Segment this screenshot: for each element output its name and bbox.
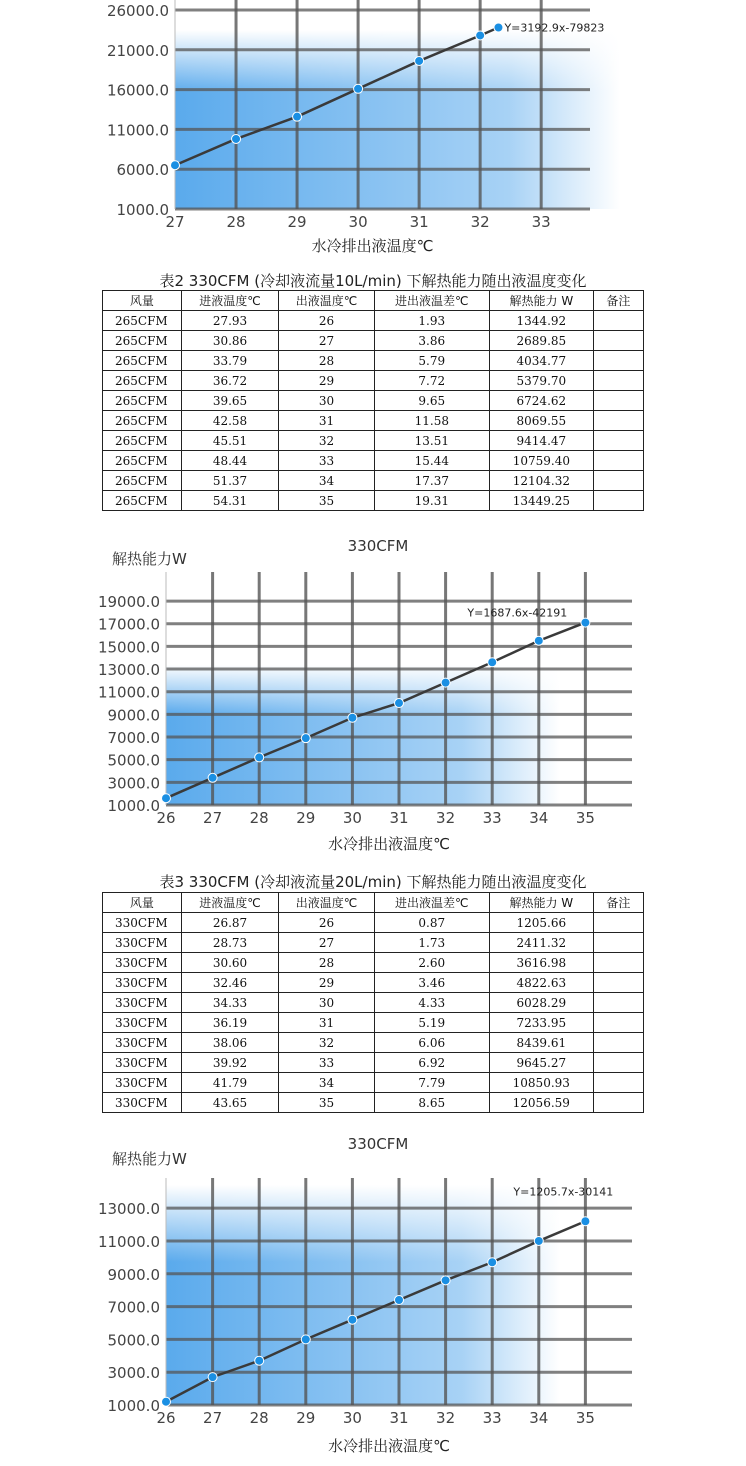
y-tick-label: 26000.0 [106, 2, 169, 20]
table-row [103, 1033, 644, 1053]
table-cell: 265CFM [103, 471, 182, 491]
table-cell: 35 [279, 491, 374, 511]
x-tick-label: 31 [389, 1409, 409, 1427]
table-cell: 9645.27 [489, 1053, 593, 1073]
x-tick-label: 32 [436, 809, 456, 827]
table-cell: 12056.59 [489, 1093, 593, 1113]
table-row [103, 331, 644, 351]
table-cell: 48.44 [181, 451, 279, 471]
table-cell: 6724.62 [489, 391, 593, 411]
y-tick-label: 11000.0 [106, 121, 169, 140]
table-cell: 29 [279, 371, 374, 391]
table-cell: 32 [279, 431, 374, 451]
table-cell: 5.19 [374, 1013, 489, 1033]
table-cell: 7.72 [374, 371, 489, 391]
data-point [208, 1373, 217, 1382]
y-tick-label: 5000.0 [107, 1331, 160, 1350]
table-cell: 34 [279, 1073, 374, 1093]
y-tick-label: 7000.0 [107, 1298, 160, 1317]
table-cell: 4.33 [374, 993, 489, 1013]
table-cell: 31 [279, 1013, 374, 1033]
column-header: 进出液温差℃ [374, 291, 489, 311]
table-cell: 11.58 [374, 411, 489, 431]
table-cell: 8439.61 [489, 1033, 593, 1053]
table-cell: 3.86 [374, 331, 489, 351]
data-point [162, 1397, 171, 1406]
y-tick-label: 11000.0 [97, 1232, 160, 1251]
data-point [534, 636, 543, 645]
data-point [395, 699, 404, 708]
table-cell: 0.87 [374, 913, 489, 933]
table-cell: 32 [279, 1033, 374, 1053]
table-row [103, 953, 644, 973]
data-point [354, 84, 363, 93]
table-cell [593, 933, 643, 953]
y-tick-label: 1000.0 [116, 201, 169, 219]
table-cell: 39.65 [181, 391, 279, 411]
table-cell: 6028.29 [489, 993, 593, 1013]
table-cell: 33 [279, 1053, 374, 1073]
table-cell: 9.65 [374, 391, 489, 411]
table-cell: 51.37 [181, 471, 279, 491]
table-cell: 32.46 [181, 973, 279, 993]
table-header-row [103, 893, 644, 913]
table-cell [593, 491, 643, 511]
data-point [395, 1296, 404, 1305]
data-point [162, 794, 171, 803]
table-cell: 17.37 [374, 471, 489, 491]
x-tick-label: 35 [575, 1409, 595, 1427]
y-tick-label: 5000.0 [107, 751, 160, 770]
trendline-equation: Y=3192.9x-79823 [504, 21, 605, 35]
table-cell: 34 [279, 471, 374, 491]
table-cell: 265CFM [103, 491, 182, 511]
table-cell [593, 1013, 643, 1033]
x-tick-label: 28 [226, 213, 246, 231]
table-cell: 265CFM [103, 331, 182, 351]
x-tick-label: 27 [203, 809, 223, 827]
table3 [102, 892, 644, 1113]
y-tick-label: 13000.0 [97, 1200, 160, 1219]
table-cell: 10759.40 [489, 451, 593, 471]
table-cell [593, 351, 643, 371]
y-tick-label: 17000.0 [97, 615, 160, 634]
table-cell: 27 [279, 331, 374, 351]
table-row [103, 973, 644, 993]
table-cell [593, 993, 643, 1013]
table-cell: 19.31 [374, 491, 489, 511]
table-cell: 265CFM [103, 311, 182, 331]
plot-fill-fade [175, 30, 620, 209]
table-cell: 1205.66 [489, 913, 593, 933]
table-cell [593, 391, 643, 411]
data-point [415, 56, 424, 65]
table-cell [593, 913, 643, 933]
table-cell: 330CFM [103, 1013, 182, 1033]
table-cell: 3.46 [374, 973, 489, 993]
chart-middle [0, 530, 746, 860]
table-cell: 26.87 [181, 913, 279, 933]
table-cell [593, 953, 643, 973]
x-tick-label: 27 [165, 213, 185, 231]
table-cell: 30 [279, 993, 374, 1013]
data-point [293, 112, 302, 121]
column-header: 风量 [103, 893, 182, 913]
column-header: 备注 [593, 893, 643, 913]
table-row [103, 1013, 644, 1033]
table-cell: 13449.25 [489, 491, 593, 511]
x-tick-label: 30 [342, 809, 362, 827]
table-cell: 1.93 [374, 311, 489, 331]
chart-bottom [0, 1130, 746, 1466]
table-cell: 28.73 [181, 933, 279, 953]
table2-caption: 表2 330CFM (冷却液流量10L/min) 下解热能力随出液温度变化 [159, 272, 587, 290]
table-row [103, 411, 644, 431]
y-tick-label: 11000.0 [97, 683, 160, 702]
x-tick-label: 27 [203, 1409, 223, 1427]
data-point [488, 1258, 497, 1267]
table-cell [593, 1053, 643, 1073]
table-cell [593, 411, 643, 431]
x-tick-label: 34 [529, 809, 549, 827]
table-cell: 10850.93 [489, 1073, 593, 1093]
y-tick-label: 21000.0 [106, 41, 169, 60]
table-cell [593, 371, 643, 391]
x-tick-label: 30 [348, 213, 368, 231]
x-tick-label: 29 [287, 213, 307, 231]
table-row [103, 913, 644, 933]
column-header: 风量 [103, 291, 182, 311]
chart-top [0, 0, 746, 262]
table-cell: 330CFM [103, 1033, 182, 1053]
table-row [103, 1093, 644, 1113]
table-row [103, 351, 644, 371]
table-row [103, 451, 644, 471]
y-tick-label: 19000.0 [97, 593, 160, 612]
table-cell: 28 [279, 953, 374, 973]
table-cell: 39.92 [181, 1053, 279, 1073]
data-point [348, 1315, 357, 1324]
data-point [255, 753, 264, 762]
table-row [103, 933, 644, 953]
table-cell: 28 [279, 351, 374, 371]
column-header: 进液温度℃ [181, 893, 279, 913]
table-cell [593, 1093, 643, 1113]
table-cell: 54.31 [181, 491, 279, 511]
table-cell: 4822.63 [489, 973, 593, 993]
table-cell: 2689.85 [489, 331, 593, 351]
table-cell: 330CFM [103, 973, 182, 993]
column-header: 备注 [593, 291, 643, 311]
chart-title: 330CFM [347, 1135, 409, 1153]
table-cell [593, 471, 643, 491]
table-cell: 330CFM [103, 933, 182, 953]
table-cell: 36.72 [181, 371, 279, 391]
x-tick-label: 31 [409, 213, 429, 231]
table-cell: 26 [279, 913, 374, 933]
table-cell: 15.44 [374, 451, 489, 471]
y-tick-label: 1000.0 [107, 1397, 160, 1415]
table-cell: 30.86 [181, 331, 279, 351]
table-cell: 27 [279, 933, 374, 953]
column-header: 出液温度℃ [279, 291, 374, 311]
table-cell: 330CFM [103, 913, 182, 933]
plot-fill-fade [166, 665, 560, 805]
table-cell: 36.19 [181, 1013, 279, 1033]
column-header: 解热能力 W [489, 893, 593, 913]
table-row [103, 311, 644, 331]
table-cell: 34.33 [181, 993, 279, 1013]
table-cell: 8069.55 [489, 411, 593, 431]
trendline-equation: Y=1687.6x-42191 [467, 606, 568, 620]
data-point [476, 31, 485, 40]
x-tick-label: 33 [531, 213, 551, 231]
table-row [103, 471, 644, 491]
y-axis-label: 解热能力W [112, 550, 187, 568]
table-cell: 265CFM [103, 411, 182, 431]
data-point [208, 773, 217, 782]
y-axis-label: 解热能力W [112, 1150, 187, 1168]
table2 [102, 290, 644, 511]
table-cell: 265CFM [103, 391, 182, 411]
table-cell: 265CFM [103, 371, 182, 391]
x-tick-label: 32 [470, 213, 490, 231]
column-header: 进出液温差℃ [374, 893, 489, 913]
x-tick-label: 32 [436, 1409, 456, 1427]
x-tick-label: 26 [156, 809, 176, 827]
y-tick-label: 1000.0 [107, 797, 160, 815]
data-point [301, 734, 310, 743]
x-tick-label: 30 [342, 1409, 362, 1427]
table-cell: 43.65 [181, 1093, 279, 1113]
table-cell: 29 [279, 973, 374, 993]
table-cell: 330CFM [103, 1053, 182, 1073]
table-cell: 6.92 [374, 1053, 489, 1073]
column-header: 进液温度℃ [181, 291, 279, 311]
table-row [103, 391, 644, 411]
table-cell: 2411.32 [489, 933, 593, 953]
y-tick-label: 13000.0 [97, 661, 160, 680]
table-cell [593, 431, 643, 451]
table-cell: 330CFM [103, 1073, 182, 1093]
table-cell [593, 451, 643, 471]
table-cell: 33 [279, 451, 374, 471]
table-cell: 9414.47 [489, 431, 593, 451]
table-cell: 12104.32 [489, 471, 593, 491]
table-cell: 2.60 [374, 953, 489, 973]
x-axis-label: 水冷排出液温度℃ [328, 835, 450, 853]
table-cell: 42.58 [181, 411, 279, 431]
table-row [103, 993, 644, 1013]
table-cell: 30 [279, 391, 374, 411]
data-point [232, 134, 241, 143]
table-cell [593, 331, 643, 351]
table-cell [593, 1073, 643, 1093]
table-cell [593, 311, 643, 331]
x-tick-label: 29 [296, 809, 316, 827]
x-tick-label: 33 [482, 809, 502, 827]
table-cell: 330CFM [103, 953, 182, 973]
data-point [301, 1335, 310, 1344]
y-tick-label: 3000.0 [107, 774, 160, 793]
x-tick-label: 28 [249, 809, 269, 827]
data-point [441, 1276, 450, 1285]
table-cell: 265CFM [103, 451, 182, 471]
table-cell: 8.65 [374, 1093, 489, 1113]
y-tick-label: 16000.0 [106, 81, 169, 100]
table-cell: 31 [279, 411, 374, 431]
table-cell: 33.79 [181, 351, 279, 371]
x-tick-label: 28 [249, 1409, 269, 1427]
y-tick-label: 7000.0 [107, 729, 160, 748]
table-cell: 35 [279, 1093, 374, 1113]
table-row [103, 371, 644, 391]
x-tick-label: 31 [389, 809, 409, 827]
data-point [581, 618, 590, 627]
data-point [494, 23, 503, 32]
table-row [103, 431, 644, 451]
table-cell: 330CFM [103, 1093, 182, 1113]
table-cell [593, 1033, 643, 1053]
y-tick-label: 3000.0 [107, 1364, 160, 1383]
data-point [348, 713, 357, 722]
table-row [103, 1053, 644, 1073]
table-row [103, 491, 644, 511]
data-point [171, 161, 180, 170]
table-cell: 265CFM [103, 431, 182, 451]
table-cell: 7233.95 [489, 1013, 593, 1033]
y-tick-label: 15000.0 [97, 638, 160, 657]
table-cell: 265CFM [103, 351, 182, 371]
table-header-row [103, 291, 644, 311]
x-tick-label: 26 [156, 1409, 176, 1427]
column-header: 解热能力 W [489, 291, 593, 311]
table-cell: 30.60 [181, 953, 279, 973]
y-tick-label: 9000.0 [107, 1265, 160, 1284]
table-cell: 26 [279, 311, 374, 331]
table3-caption: 表3 330CFM (冷却液流量20L/min) 下解热能力随出液温度变化 [159, 873, 587, 891]
data-point [441, 678, 450, 687]
table-cell: 38.06 [181, 1033, 279, 1053]
x-tick-label: 29 [296, 1409, 316, 1427]
table-cell: 13.51 [374, 431, 489, 451]
y-tick-label: 9000.0 [107, 706, 160, 725]
table-cell [593, 973, 643, 993]
data-point [255, 1356, 264, 1365]
y-tick-label: 6000.0 [116, 161, 169, 180]
table-cell: 5.79 [374, 351, 489, 371]
table-cell: 27.93 [181, 311, 279, 331]
table-cell: 6.06 [374, 1033, 489, 1053]
x-tick-label: 34 [529, 1409, 549, 1427]
data-point [488, 658, 497, 667]
table-cell: 41.79 [181, 1073, 279, 1093]
data-point [581, 1217, 590, 1226]
table-cell: 5379.70 [489, 371, 593, 391]
table-cell: 330CFM [103, 993, 182, 1013]
table-cell: 45.51 [181, 431, 279, 451]
table-row [103, 1073, 644, 1093]
x-axis-label: 水冷排出液温度℃ [328, 1437, 450, 1455]
table-cell: 4034.77 [489, 351, 593, 371]
x-tick-label: 33 [482, 1409, 502, 1427]
table-cell: 1344.92 [489, 311, 593, 331]
table-cell: 7.79 [374, 1073, 489, 1093]
trendline-equation: Y=1205.7x-30141 [513, 1185, 614, 1199]
x-tick-label: 35 [575, 809, 595, 827]
chart-title: 330CFM [347, 537, 409, 555]
table-cell: 3616.98 [489, 953, 593, 973]
x-axis-label: 水冷排出液温度℃ [311, 237, 434, 255]
column-header: 出液温度℃ [279, 893, 374, 913]
data-point [534, 1236, 543, 1245]
table-cell: 1.73 [374, 933, 489, 953]
